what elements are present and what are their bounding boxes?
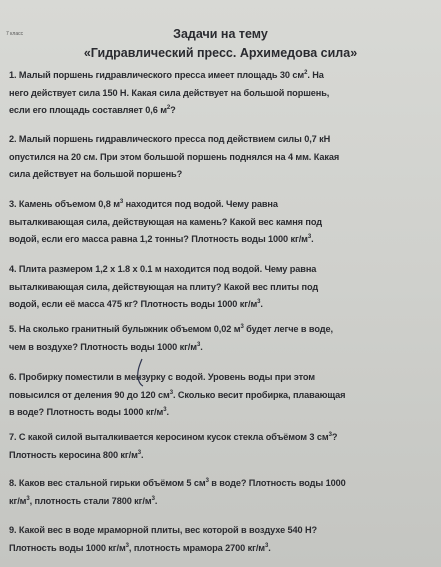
task-line: 9. Какой вес в воде мраморной плиты, вес которой в воздухе 540 Н? [9, 525, 318, 535]
task-line: 6. Пробирку поместили в мензурку с водой. Уровень воды при этом [9, 372, 315, 382]
task-line: водой, если её масса 475 кг? Плотность воды 1000 $кг/м^3$. [9, 299, 263, 309]
task-line: 7. С какой силой выталкивается керосином кусок стекла объёмом 3 $см^3$? [9, 432, 338, 442]
task-line: в воде? Плотность воды 1000 $кг/м^3$. [9, 407, 169, 417]
page-title: Задачи на тему [173, 27, 268, 41]
task-7 [9, 429, 436, 464]
task-line: выталкивающая сила, действующая на камень? Какой вес камня под [9, 216, 322, 227]
task-line: сила действует на большой поршень? [9, 169, 183, 179]
task-9 [9, 522, 436, 557]
task-line: чем в воздухе? Плотность воды 1000 $кг/м^3$. [9, 341, 203, 352]
page-subtitle: «Гидравлический пресс. Архимедова сила» [83, 46, 358, 60]
task-line: опустился на 20 см. При этом большой поршень поднялся на 4 мм. Какая [9, 151, 340, 162]
task-5 [9, 321, 436, 356]
task-line: 2. Малый поршень гидравлического пресса под действием силы 0,7 кН [9, 134, 331, 144]
task-line: Плотность воды 1000 $кг/м^3$, плотность мрамора 2700 $кг/м^3$. [9, 542, 271, 553]
task-line: 5. На сколько гранитный булыжник объемом 0,02 $м^3$ будет легче в воде, [9, 324, 333, 334]
task-1 [9, 67, 436, 120]
task-4 [9, 261, 436, 314]
task-line: 4. Плита размером 1,2 х 1.8 х 0.1 м находится под водой. Чему равна [9, 264, 317, 274]
task-line: водой, если его масса равна 1,2 тонны? Плотность воды 1000 $кг/м^3$. [9, 234, 314, 244]
task-line: $кг/м^3$, плотность стали 7800 $кг/м^3$. [9, 495, 158, 506]
task-line: повысился от деления 90 до 120 $см^3$. Сколько весит пробирка, плавающая [9, 389, 346, 400]
task-8 [9, 475, 436, 510]
grade-label: 7 класс [6, 31, 24, 37]
task-line: выталкивающая сила, действующая на плиту? Какой вес плиты под [9, 281, 319, 292]
task-line: него действует сила 150 Н. Какая сила действует на большой поршень, [9, 87, 330, 98]
task-line: 3. Камень объемом 0,8 $м^3$ находится под водой. Чему равна [9, 199, 278, 209]
task-line: если его площадь составляет 0,6 $м^2$? [9, 105, 176, 115]
task-2 [9, 131, 436, 184]
task-line: 8. Каков вес стальной гирьки объёмом 5 $см^3$ в воде? Плотность воды 1000 [9, 478, 346, 488]
task-3 [9, 196, 436, 249]
task-line: 1. Малый поршень гидравлического пресса имеет площадь 30 $см^2$. На [9, 70, 324, 80]
task-6 [9, 369, 436, 422]
task-line: Плотность керосина 800 $кг/м^3$. [9, 449, 144, 460]
